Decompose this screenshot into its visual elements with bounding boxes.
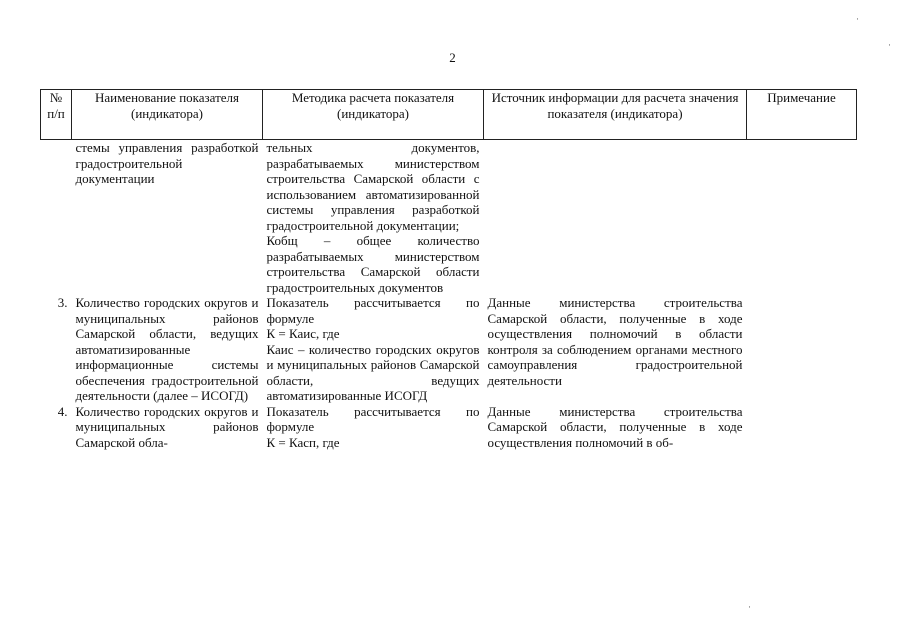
scan-speck: · — [748, 602, 751, 612]
indicator-name-text: Количество городских округов и муниципальных районов Самарской области, ведущих автоматизированные информационные системы обеспечения градостроительной деятельности (далее – ИСОГД) — [75, 295, 259, 403]
indicator-name-text: стемы управления разработкой градостроительной документации — [75, 140, 259, 186]
header-indicator-name: Наименование показателя (индикатора) — [72, 90, 263, 140]
row-note — [747, 295, 857, 404]
indicator-name-text: Количество городских округов и муниципальных районов Самарской обла- — [75, 403, 259, 450]
header-number: № п/п — [41, 90, 72, 140]
method-paragraph: Каис – количество городских округов и муниципальных районов Самарской области, ведущих автоматизированные ИСОГД — [266, 341, 480, 403]
method-paragraph: К = Каис, где — [266, 326, 340, 341]
row-note — [747, 140, 857, 296]
method-paragraph: Показатель рассчитывается по формуле — [266, 295, 480, 326]
header-calculation-method: Методика расчета показателя (индикатора) — [263, 90, 484, 140]
table-header — [41, 90, 857, 140]
row-calculation-method — [263, 140, 484, 296]
method-paragraph: К = Касп, где — [266, 434, 340, 450]
method-paragraph: тельных документов, разрабатываемых министерством строительства Самарской области с использованием автоматизированной системы управления разработкой градостроительной документации; — [266, 140, 480, 233]
row-indicator-name — [72, 140, 263, 296]
source-text: Данные министерства строительства Самарской области, полученные в ходе осуществления полномочий в об- — [487, 403, 743, 450]
page-number: 2 — [449, 50, 456, 65]
scan-speck: · — [856, 14, 859, 24]
indicator-table — [40, 89, 857, 450]
row-number: 3. — [57, 295, 68, 310]
header-row — [41, 90, 857, 140]
row-number: 4. — [57, 403, 68, 419]
table-row — [41, 404, 857, 451]
row-information-source — [484, 404, 747, 451]
row-calculation-method — [263, 404, 484, 451]
table-row — [41, 140, 857, 296]
table-row — [41, 295, 857, 404]
row-indicator-name — [72, 404, 263, 451]
method-paragraph: Кобщ – общее количество разрабатываемых министерством строительства Самарской области градостроительных документов — [266, 233, 480, 295]
method-paragraph: Показатель рассчитывается по формуле — [266, 403, 480, 434]
row-calculation-method — [263, 295, 484, 404]
row-number — [41, 140, 72, 296]
row-indicator-name — [72, 295, 263, 404]
row-information-source — [484, 140, 747, 296]
source-text: Данные министерства строительства Самарской области, полученные в ходе осуществления полномочий в области контроля за соблюдением органами местного самоуправления градостроительной деятельности — [487, 295, 743, 388]
row-information-source — [484, 295, 747, 404]
scan-speck: · — [888, 40, 891, 50]
header-note: Примечание — [747, 90, 857, 140]
row-note — [747, 404, 857, 451]
header-information-source: Источник информации для расчета значения показателя (индикатора) — [484, 90, 747, 140]
table-body — [41, 140, 857, 451]
